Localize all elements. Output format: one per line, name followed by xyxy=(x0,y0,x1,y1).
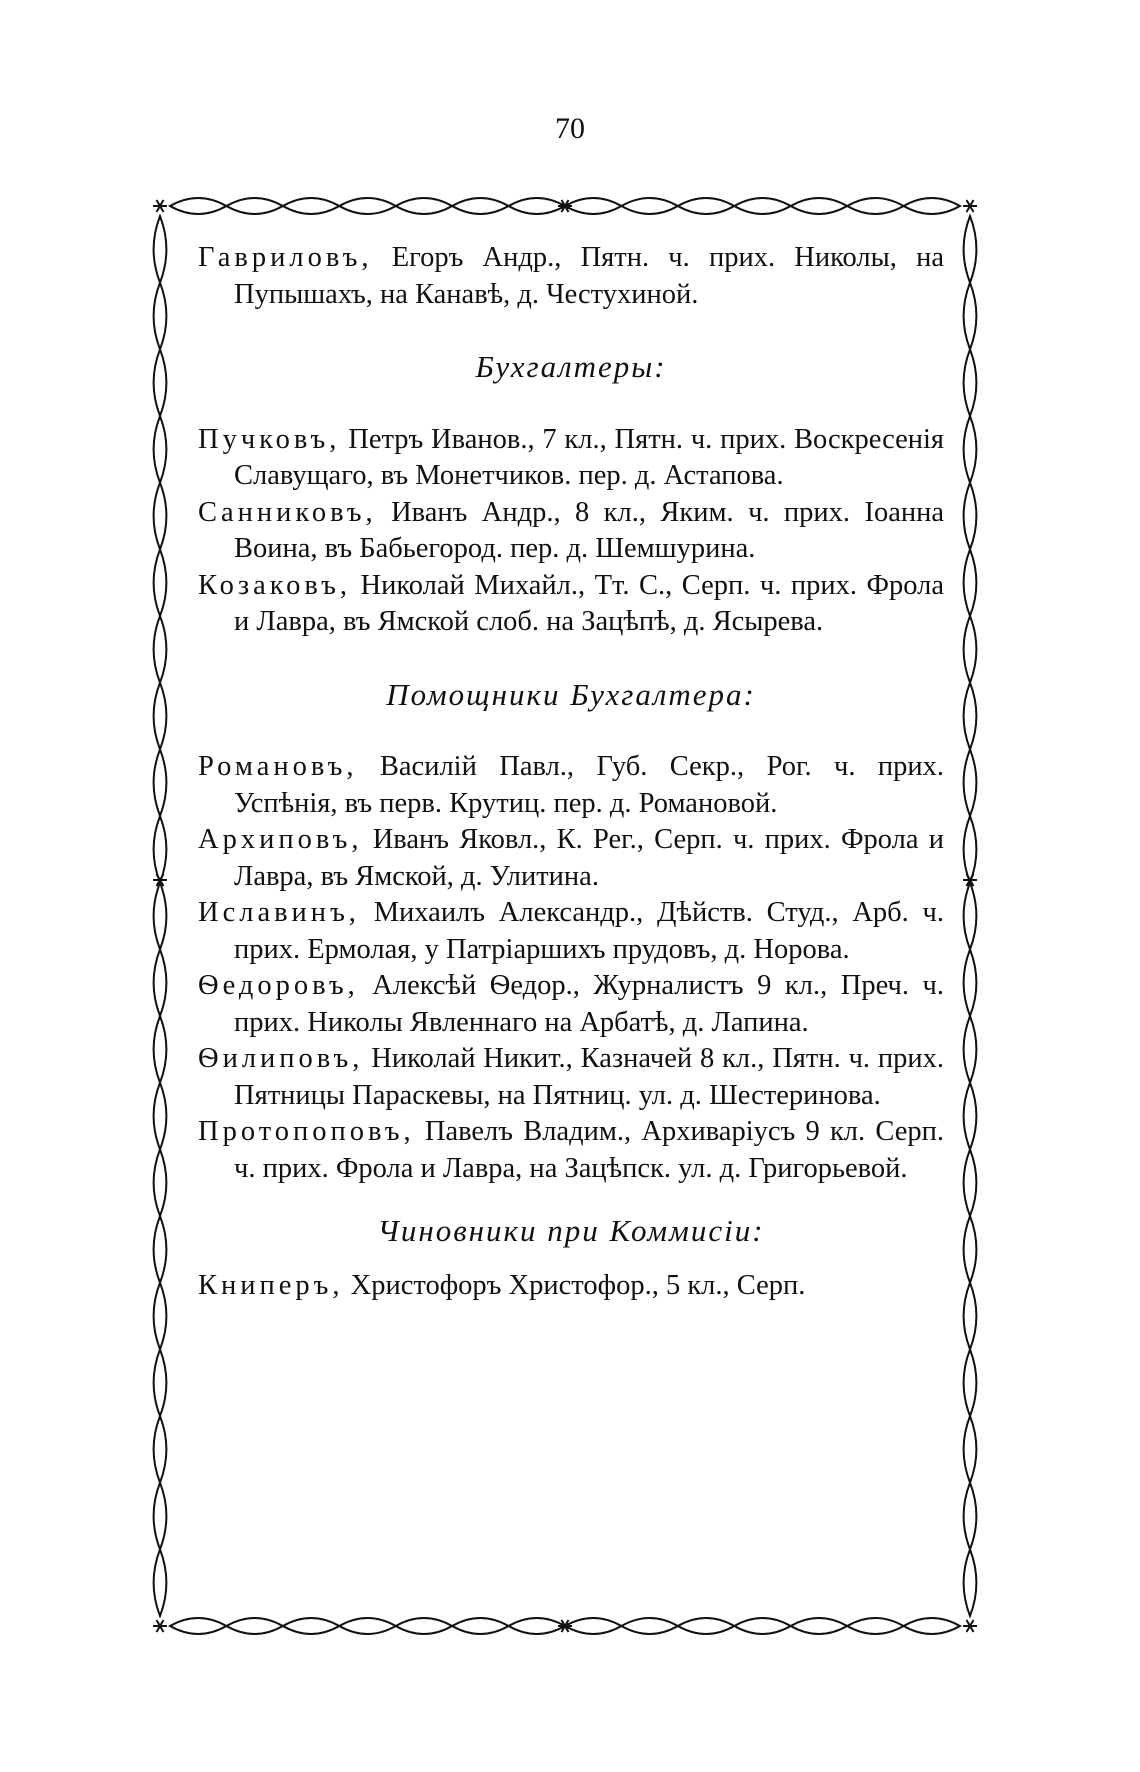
entry-romanov xyxy=(198,749,944,822)
entry-surname: Романовъ, xyxy=(198,751,358,782)
entry-filipov xyxy=(198,1041,944,1114)
entry-surname: Книперъ, xyxy=(198,1269,344,1301)
entry-text: Павелъ Владим., Архиваріусъ 9 кл. Серп. ч. прих. Фрола и Лавра, на Зацѣпск. ул. д. Григорьевой. xyxy=(234,1116,945,1184)
entry-kozakov xyxy=(198,568,944,641)
entry-surname: Пучковъ, xyxy=(198,423,341,455)
entry-surname: Архиповъ, xyxy=(198,824,363,855)
entry-surname: Санниковъ, xyxy=(198,496,377,528)
page-content xyxy=(198,240,944,1304)
entry-gavrilov xyxy=(198,240,944,313)
entry-text: Николай Михайл., Тт. С., Серп. ч. прих. Фрола и Лавра, въ Ямской слоб. на Зацѣпѣ, д. Ясырева. xyxy=(234,569,944,637)
entry-text: Иванъ Андр., 8 кл., Яким. ч. прих. Іоанна Воина, въ Бабьегород. пер. д. Шемшурина. xyxy=(234,496,944,564)
entry-surname: Козаковъ, xyxy=(198,569,352,601)
entry-text: Михаилъ Александр., Дѣйств. Студ., Арб. ч. прих. Ермолая, у Патріаршихъ прудовъ, д. Норова. xyxy=(234,897,944,965)
entry-surname: Ѳилиповъ, xyxy=(198,1043,364,1074)
page-number: 70 xyxy=(555,112,585,145)
entry-islavin xyxy=(198,895,944,968)
entry-text: Петръ Иванов., 7 кл., Пятн. ч. прих. Воскресенія Славущаго, въ Монетчиков. пер. д. Астапова. xyxy=(234,423,944,491)
entry-kniper xyxy=(198,1268,944,1305)
entry-arkhipov xyxy=(198,822,944,895)
entry-sannikov xyxy=(198,495,944,568)
entry-puchkov xyxy=(198,422,944,495)
entry-surname: Гавриловъ, xyxy=(198,242,373,273)
entry-text: Василій Павл., Губ. Секр., Рог. ч. прих. Успѣнія, въ перв. Крутиц. пер. д. Романовой. xyxy=(234,751,945,819)
section-heading-officials: Чиновники при Коммисіи: xyxy=(377,1213,765,1248)
entry-text: Алексѣй Ѳедор., Журналистъ 9 кл., Преч. ч. прих. Николы Явленнаго на Арбатѣ, д. Лапина. xyxy=(234,970,944,1038)
entry-text: Христофоръ Христофор., 5 кл., Серп. xyxy=(350,1269,806,1301)
entry-fedorov xyxy=(198,968,944,1041)
entry-surname: Иславинъ, xyxy=(198,897,360,928)
entry-protopopov xyxy=(198,1114,944,1187)
section-heading-accountants: Бухгалтеры: xyxy=(475,349,667,384)
entry-surname: Протопоповъ, xyxy=(198,1116,415,1147)
entry-surname: Ѳедоровъ, xyxy=(198,970,359,1001)
entry-text: Николай Никит., Казначей 8 кл., Пятн. ч. прих. Пятницы Параскевы, на Пятниц. ул. д. Шестеринова. xyxy=(234,1043,944,1111)
section-heading-assistants: Помощники Бухгалтера: xyxy=(386,676,756,712)
entry-text: Иванъ Яковл., К. Рег., Серп. ч. прих. Фрола и Лавра, въ Ямской, д. Улитина. xyxy=(234,824,945,892)
entry-text: Егоръ Андр., Пятн. ч. прих. Николы, на Пупышахъ, на Канавѣ, д. Честухиной. xyxy=(234,242,945,310)
